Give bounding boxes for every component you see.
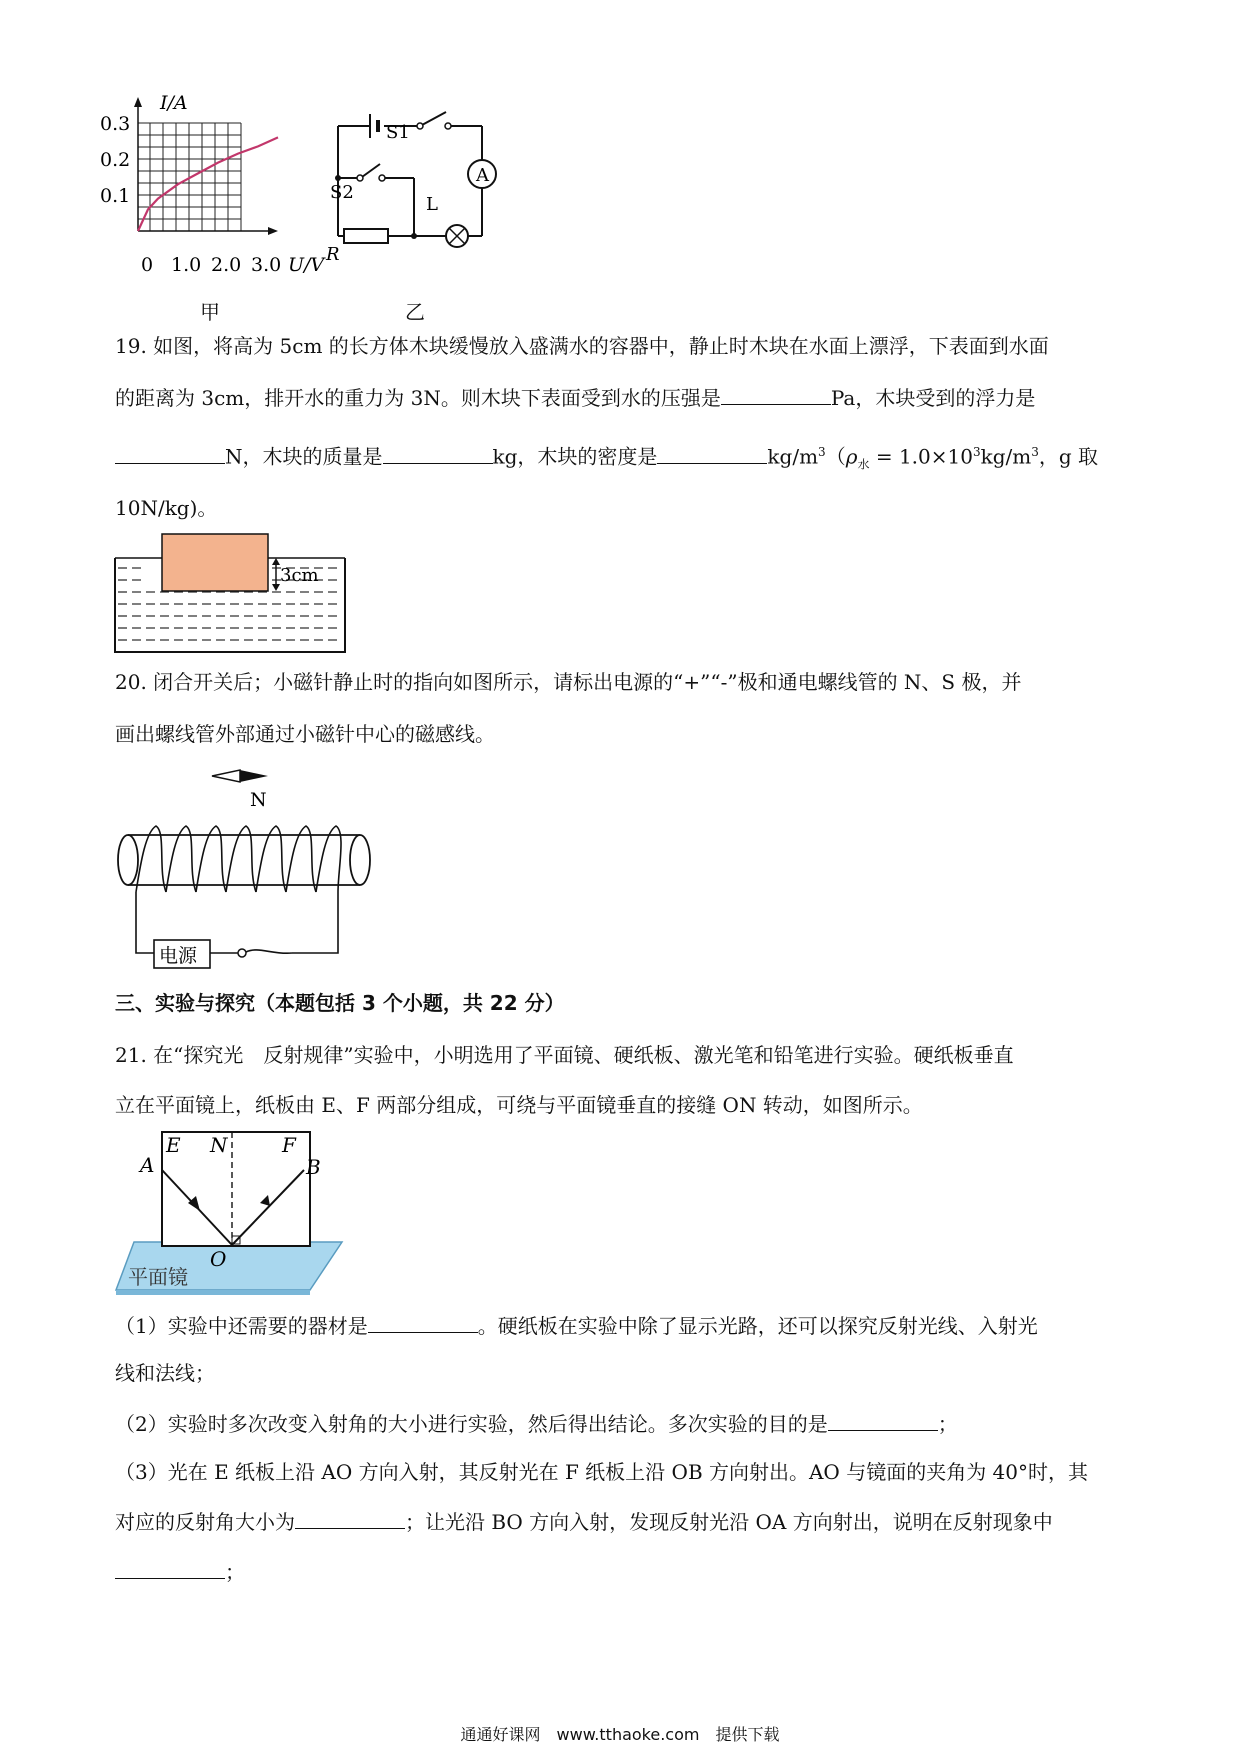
q19-text-3b: kg，木块的密度是 bbox=[492, 444, 658, 469]
coil-windings bbox=[136, 826, 341, 892]
q21-part1-line1 bbox=[115, 1310, 1038, 1340]
q19-unit-exp: 3 bbox=[818, 445, 826, 459]
q21-conclusion-blank[interactable] bbox=[115, 1556, 225, 1579]
caption-yi: 乙 bbox=[405, 300, 425, 324]
q21-p2a: （2）实验时多次改变入射角的大小进行实验，然后得出结论。多次实验的目的是 bbox=[115, 1412, 828, 1436]
label-N: N bbox=[210, 1133, 228, 1157]
y-tick-0.2: 0.2 bbox=[100, 149, 131, 171]
depth-arrow-up-icon bbox=[272, 558, 280, 565]
q19-line4: 10N/kg)。 bbox=[115, 496, 218, 520]
label-A: A bbox=[140, 1153, 155, 1177]
x-tick-0: 0 bbox=[141, 254, 154, 276]
q19-rho-unit-exp: 3 bbox=[1031, 445, 1039, 459]
q21-part1-line2: 线和法线； bbox=[115, 1361, 215, 1385]
switch-blade-icon bbox=[246, 950, 292, 953]
q21-p1a: （1）实验中还需要的器材是 bbox=[115, 1314, 368, 1338]
mirror-edge bbox=[116, 1290, 310, 1295]
resistor-icon bbox=[344, 229, 388, 243]
circuit-diagram bbox=[326, 100, 500, 280]
q19-rho-sub: 水 bbox=[857, 457, 870, 472]
q19-line3 bbox=[115, 438, 1098, 479]
q19-rho: ρ bbox=[845, 444, 858, 469]
q19-density-blank[interactable] bbox=[657, 441, 767, 464]
iu-graph bbox=[100, 92, 348, 290]
q20-line2: 画出螺线管外部通过小磁针中心的磁感线。 bbox=[115, 722, 495, 746]
depth-label: 3cm bbox=[280, 565, 319, 586]
y-tick-0.3: 0.3 bbox=[100, 113, 131, 135]
q21-part3-line1: （3）光在 E 纸板上沿 AO 方向入射，其反射光在 F 纸板上沿 OB 方向射出。AO 与镜面的夹角为 40°时，其 bbox=[115, 1460, 1088, 1484]
x-tick-1.0: 1.0 bbox=[171, 254, 202, 276]
q21-part3-line2 bbox=[115, 1506, 1053, 1536]
needle-n-label: N bbox=[250, 789, 267, 811]
page-footer: 通通好课网 www.tthaoke.com 提供下载 bbox=[460, 1725, 780, 1744]
q19-text-2a: 的距离为 3cm，排开水的重力为 3N。则木块下表面受到水的压强是 bbox=[115, 386, 721, 410]
iu-curve bbox=[138, 137, 278, 231]
y-tick-0.1: 0.1 bbox=[100, 185, 131, 207]
q21-p2b: ； bbox=[937, 1412, 958, 1436]
q19-rho-unit: kg/m bbox=[980, 444, 1032, 469]
svg-text:A: A bbox=[476, 165, 489, 186]
q19-line2 bbox=[115, 382, 1035, 412]
switch-s2-icon bbox=[357, 164, 385, 181]
wooden-block bbox=[162, 534, 268, 591]
q19-pressure-blank[interactable] bbox=[721, 382, 831, 405]
ammeter-icon bbox=[468, 160, 496, 188]
q21-p1b: 。硬纸板在实验中除了显示光路，还可以探究反射光线、入射光 bbox=[477, 1314, 1038, 1338]
switch-terminal-icon bbox=[238, 949, 246, 957]
section3-heading: 三、实验与探究（本题包括 3 个小题，共 22 分） bbox=[115, 991, 565, 1015]
q19-unit-density: kg/m bbox=[767, 444, 819, 469]
caption-jia: 甲 bbox=[200, 300, 220, 324]
solenoid-figure bbox=[108, 760, 378, 988]
resistor-label: R bbox=[326, 244, 340, 265]
x-tick-2.0: 2.0 bbox=[211, 254, 242, 276]
label-B: B bbox=[306, 1155, 321, 1179]
compass-needle-icon bbox=[212, 770, 268, 782]
reflection-figure bbox=[110, 1124, 350, 1292]
q21-p3d: ； bbox=[225, 1560, 245, 1584]
q19-rho-exp: 3 bbox=[972, 445, 981, 459]
q21-p3c: ；让光沿 BO 方向入射，发现反射光沿 OA 方向射出，说明在反射现象中 bbox=[405, 1510, 1053, 1534]
solenoid-tube bbox=[118, 835, 370, 885]
x-axis-label: U/V bbox=[288, 254, 325, 276]
q21-part2 bbox=[115, 1408, 958, 1438]
q21-angle-blank[interactable] bbox=[295, 1506, 405, 1529]
q19-line1: 19. 如图，将高为 5cm 的长方体木块缓慢放入盛满水的容器中，静止时木块在水面上漂浮，下表面到水面 bbox=[115, 334, 1049, 358]
switch-s1-icon bbox=[417, 112, 451, 129]
q20-line1: 20. 闭合开关后；小磁针静止时的指向如图所示，请标出电源的“+”“-”极和通电螺线管的 N、S 极，并 bbox=[115, 670, 1022, 694]
lamp-icon bbox=[446, 225, 468, 247]
x-tick-3.0: 3.0 bbox=[251, 254, 282, 276]
x-axis-arrow-icon bbox=[268, 227, 278, 235]
y-axis-arrow-icon bbox=[134, 97, 142, 107]
q21-line1: 21. 在“探究光 反射规律”实验中，小明选用了平面镜、硬纸板、激光笔和铅笔进行实验。硬纸板垂直 bbox=[115, 1043, 1014, 1067]
label-F: F bbox=[282, 1133, 296, 1157]
q19-g: ，g 取 bbox=[1038, 444, 1099, 469]
label-E: E bbox=[166, 1133, 181, 1157]
q19-paren: （ bbox=[825, 444, 846, 469]
power-supply-label: 电源 bbox=[159, 945, 198, 967]
junction-middle-dot bbox=[411, 233, 417, 239]
q19-text-2b: Pa，木块受到的浮力是 bbox=[830, 386, 1036, 410]
s1-label: S1 bbox=[386, 122, 410, 143]
q19-text-3a: N，木块的质量是 bbox=[225, 444, 383, 469]
q21-line2: 立在平面镜上，纸板由 E、F 两部分组成，可绕与平面镜垂直的接缝 ON 转动，如图所示。 bbox=[115, 1093, 923, 1117]
junction-left-dot bbox=[335, 175, 341, 181]
q19-buoyancy-blank[interactable] bbox=[115, 441, 225, 464]
q19-mass-blank[interactable] bbox=[383, 441, 493, 464]
q21-equipment-blank[interactable] bbox=[368, 1310, 478, 1333]
q21-purpose-blank[interactable] bbox=[828, 1408, 938, 1431]
label-O: O bbox=[210, 1247, 227, 1271]
q21-part3-line3 bbox=[115, 1556, 245, 1586]
q19-rho-value: = 1.0×10 bbox=[869, 444, 973, 469]
lamp-label: L bbox=[426, 194, 438, 215]
mirror-label: 平面镜 bbox=[128, 1265, 188, 1289]
y-axis-label: I/A bbox=[160, 92, 188, 114]
q21-p3b: 对应的反射角大小为 bbox=[115, 1510, 295, 1534]
water-block-figure bbox=[112, 528, 352, 656]
depth-arrow-down-icon bbox=[272, 584, 280, 591]
battery-icon bbox=[370, 114, 378, 138]
s2-label: S2 bbox=[330, 182, 354, 203]
